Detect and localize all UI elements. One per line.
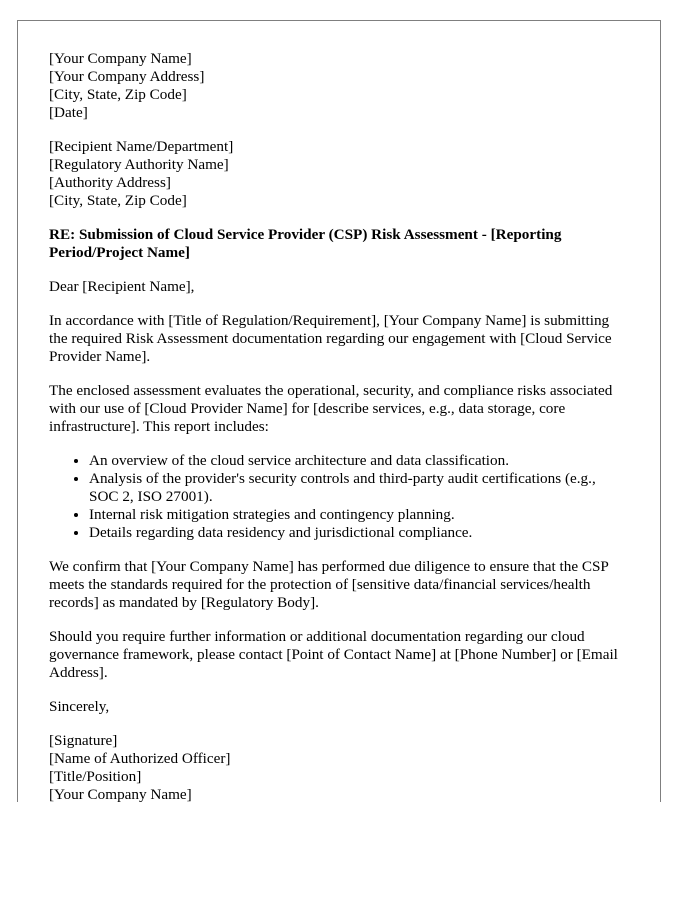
list-item: • An overview of the cloud service architecture and data classification.	[89, 452, 629, 470]
salutation: Dear [Recipient Name],	[49, 278, 195, 295]
paragraph-due-diligence: We confirm that [Your Company Name] has performed due diligence to ensure that the CSP meets the standards required for the protection of [sensitive data/financial services/health records] as mandated by [Regulatory Body].	[49, 558, 609, 611]
sender-company-address: [Your Company Address]	[49, 68, 205, 85]
paragraph-contact: Should you require further information or additional documentation regarding our cloud governance framework, please contact [Point of Contact Name] at [Phone Number] or [Email Address].	[49, 628, 618, 681]
list-item: • Analysis of the provider's security controls and third-party audit certifications (e.g., SOC 2, ISO 27001).	[89, 470, 629, 506]
sender-company-name: [Your Company Name]	[49, 50, 192, 67]
list-item: • Internal risk mitigation strategies and contingency planning.	[89, 506, 629, 524]
list-item: • Details regarding data residency and jurisdictional compliance.	[89, 524, 629, 542]
signature-block	[49, 732, 629, 802]
recipient-city-state-zip: [City, State, Zip Code]	[49, 192, 187, 209]
paragraph-intro: In accordance with [Title of Regulation/Requirement], [Your Company Name] is submitting the required Risk Assessment documentation regarding our engagement with [Cloud Service Provider Name].	[49, 312, 612, 365]
regulatory-authority-name: [Regulatory Authority Name]	[49, 156, 229, 173]
recipient-address-block	[49, 138, 629, 210]
officer-title: [Title/Position]	[49, 768, 142, 785]
authority-address: [Authority Address]	[49, 174, 171, 191]
officer-name: [Name of Authorized Officer]	[49, 750, 231, 767]
paragraph-assessment: The enclosed assessment evaluates the operational, security, and compliance risks associated with our use of [Cloud Provider Name] for [describe services, e.g., data storage, core infrastructure]. This report includes:	[49, 382, 613, 435]
recipient-name-department: [Recipient Name/Department]	[49, 138, 234, 155]
sender-city-state-zip: [City, State, Zip Code]	[49, 86, 187, 103]
signature-placeholder: [Signature]	[49, 732, 118, 749]
subject-line: RE: Submission of Cloud Service Provider (CSP) Risk Assessment - [Reporting Period/Project Name]	[49, 226, 562, 261]
includes-list	[49, 452, 629, 542]
letter-page	[17, 20, 661, 802]
letter-date: [Date]	[49, 104, 88, 121]
sender-address-block	[49, 50, 629, 122]
closing: Sincerely,	[49, 698, 110, 715]
signature-company-name: [Your Company Name]	[49, 786, 192, 802]
